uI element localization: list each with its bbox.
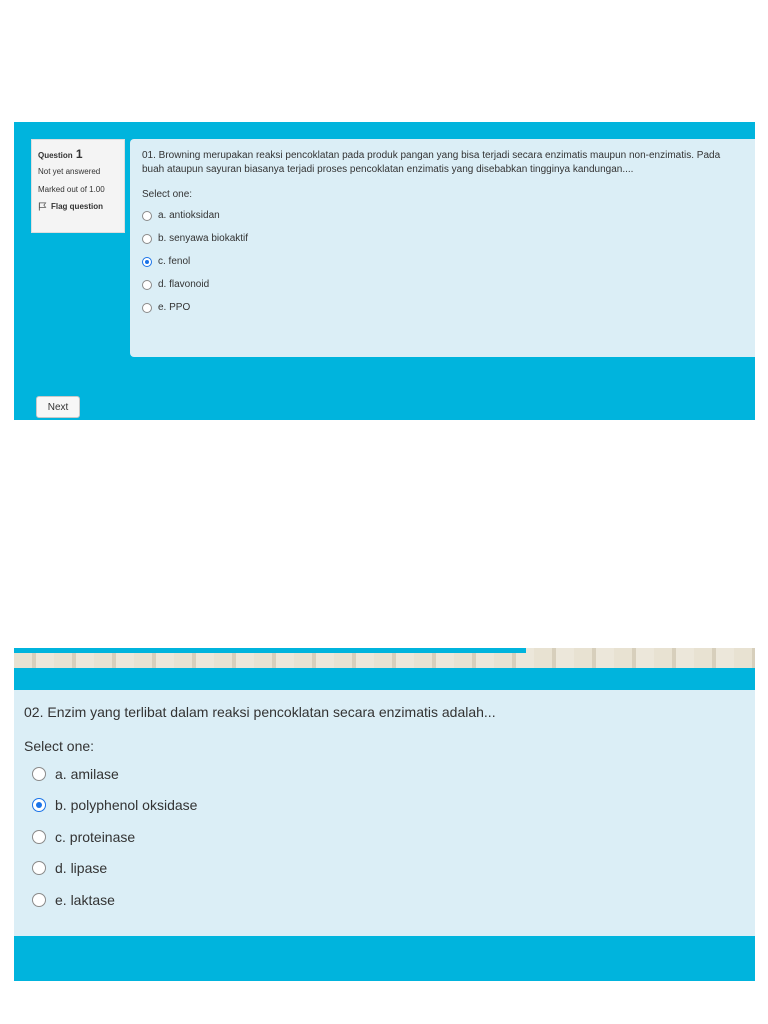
answer-option-a[interactable]: [24, 758, 745, 790]
question-content: [14, 690, 755, 936]
question-grade: Marked out of 1.00: [38, 185, 105, 194]
answer-label: e. PPO: [158, 302, 191, 313]
next-button[interactable]: Next: [36, 396, 80, 418]
radio-button[interactable]: [32, 767, 46, 781]
answer-label: b. senyawa biokaktif: [158, 233, 249, 244]
header-accent-line: [14, 648, 526, 653]
radio-button-selected[interactable]: [32, 798, 46, 812]
answer-option-e[interactable]: [142, 296, 743, 319]
answer-option-c[interactable]: [142, 250, 743, 273]
answer-options: [142, 204, 743, 319]
answer-label: a. amilase: [55, 765, 119, 782]
radio-button-selected[interactable]: [142, 257, 152, 267]
question-label: Question: [38, 151, 73, 160]
radio-button[interactable]: [32, 830, 46, 844]
answer-label: c. fenol: [158, 256, 191, 267]
select-one-prompt: Select one:: [142, 189, 193, 200]
answer-label: d. lipase: [55, 860, 108, 877]
top-accent-bar: [14, 668, 755, 690]
decorative-header-pattern: [14, 648, 755, 668]
quiz-panel-question-1: [14, 122, 755, 420]
question-info-box: [31, 139, 125, 233]
question-number: [38, 147, 118, 161]
radio-button[interactable]: [142, 280, 152, 290]
radio-button[interactable]: [32, 861, 46, 875]
answer-options: [24, 758, 745, 916]
radio-button[interactable]: [142, 234, 152, 244]
bottom-accent-bar: [14, 936, 755, 981]
answer-option-e[interactable]: [24, 884, 745, 916]
answer-option-c[interactable]: [24, 821, 745, 853]
answer-label: e. laktase: [55, 891, 115, 908]
answer-option-b[interactable]: [142, 227, 743, 250]
question-text: 02. Enzim yang terlibat dalam reaksi pencoklatan secara enzimatis adalah...: [24, 704, 496, 720]
question-state: Not yet answered: [38, 167, 101, 176]
flag-question-button[interactable]: [38, 202, 118, 211]
flag-icon: [38, 202, 47, 211]
answer-label: a. antioksidan: [158, 210, 220, 221]
quiz-panel-question-2: [14, 648, 755, 981]
radio-button[interactable]: [142, 303, 152, 313]
answer-option-a[interactable]: [142, 204, 743, 227]
radio-button[interactable]: [142, 211, 152, 221]
answer-label: b. polyphenol oksidase: [55, 797, 198, 814]
answer-option-d[interactable]: [24, 853, 745, 885]
answer-option-d[interactable]: [142, 273, 743, 296]
select-one-prompt: Select one:: [24, 738, 95, 754]
answer-label: c. proteinase: [55, 828, 136, 845]
question-content: [130, 139, 755, 357]
radio-button[interactable]: [32, 893, 46, 907]
question-text: 01. Browning merupakan reaksi pencoklatan pada produk pangan yang bisa terjadi secara enzimatis maupun non-enzimatis. Pada buah ataupun sayuran biasanya terjadi proses pencoklatan enzimatis yang disebabkan tingginya kandungan....: [142, 150, 721, 175]
question-number-value: 1: [75, 147, 83, 161]
answer-label: d. flavonoid: [158, 279, 210, 290]
flag-question-label: Flag question: [51, 202, 103, 211]
answer-option-b[interactable]: [24, 790, 745, 822]
